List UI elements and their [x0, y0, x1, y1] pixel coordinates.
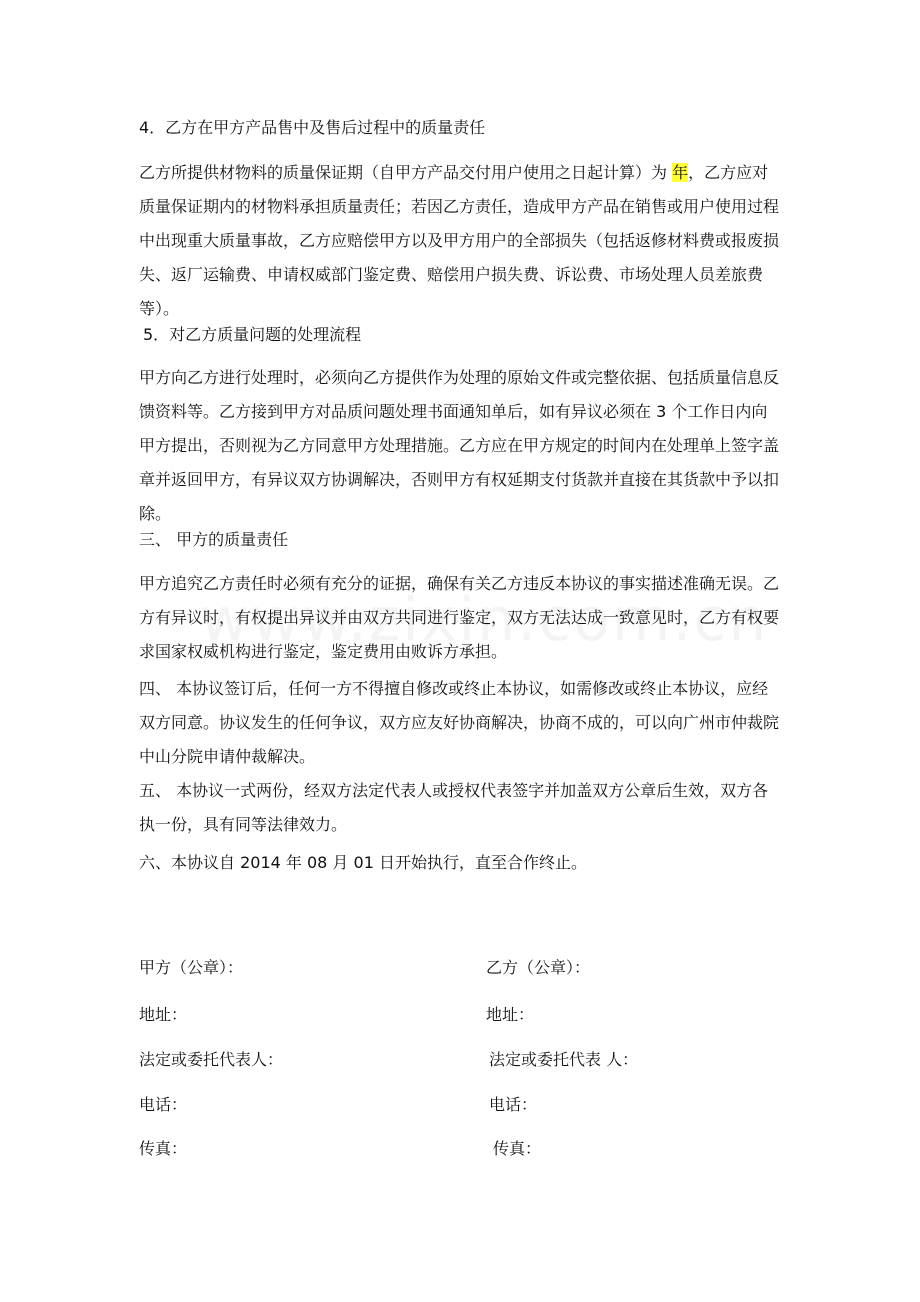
- party-a-address: 地址：: [139, 1005, 188, 1024]
- clause-4-title: 4．乙方在甲方产品售中及售后过程中的质量责任: [139, 118, 486, 137]
- section-4-body: 四、 本协议签订后，任何一方不得擅自修改或终止本协议，如需修改或终止本协议，应经双方同意。协议发生的任何争议，双方应友好协商解决，协商不成的，可以向广州市仲裁院中山分院申请仲裁解决。: [139, 679, 780, 766]
- clause-4-body-rest: ，乙方应对质量保证期内的材物料承担质量责任；若因乙方责任，造成甲方产品在销售或用户使用过程中出现重大质量事故，乙方应赔偿甲方以及甲方用户的全部损失（包括返修材料费或报废损失、返厂运输费、申请权威部门鉴定费、赔偿用户损失费、诉讼费、市场处理人员差旅费等）。: [139, 163, 780, 318]
- party-b-seal: 乙方（公章）：: [486, 958, 591, 977]
- clause-5-body: 甲方向乙方进行处理时，必须向乙方提供作为处理的原始文件或完整依据、包括质量信息反馈资料等。乙方接到甲方对品质问题处理书面通知单后，如有异议必须在 3 个工作日内向甲方提出，否则视为乙方同意甲方处理措施。乙方应在甲方规定的时间内在处理单上签字盖章并返回甲方，有异议双方协调解决，否则甲方有权延期支付货款并直接在其货款中予以扣除。: [139, 368, 780, 523]
- party-a-representative: 法定或委托代表人：: [139, 1050, 284, 1069]
- section-5-body: 五、 本协议一式两份，经双方法定代表人或授权代表签字并加盖双方公章后生效，双方各执一份，具有同等法律效力。: [139, 781, 769, 834]
- party-a-fax: 传真：: [139, 1139, 188, 1158]
- section-6-body: 六、本协议自 2014 年 08 月 01 日开始执行，直至合作终止。: [139, 853, 587, 872]
- highlighted-year: 年: [672, 163, 689, 182]
- clause-5-title: 5．对乙方质量问题的处理流程: [143, 325, 362, 344]
- section-3-body: 甲方追究乙方责任时必须有充分的证据，确保有关乙方违反本协议的事实描述准确无误。乙方有异议时，有权提出异议并由双方共同进行鉴定，双方无法达成一致意见时，乙方有权要求国家权威机构进行鉴定，鉴定费用由败诉方承担。: [139, 574, 780, 661]
- section-3-title: 三、 甲方的质量责任: [139, 530, 289, 549]
- clause-4-body: [139, 156, 779, 326]
- party-b-address: 地址：: [486, 1005, 535, 1024]
- party-b-fax: 传真：: [493, 1139, 542, 1158]
- party-a-phone: 电话：: [139, 1095, 188, 1114]
- party-b-phone: 电话：: [489, 1095, 538, 1114]
- party-b-representative: 法定或委托代表 人：: [489, 1050, 639, 1069]
- party-a-seal: 甲方（公章）：: [139, 958, 244, 977]
- clause-4-body-start: 乙方所提供材物料的质量保证期（自甲方产品交付用户使用之日起计算）为: [139, 163, 673, 182]
